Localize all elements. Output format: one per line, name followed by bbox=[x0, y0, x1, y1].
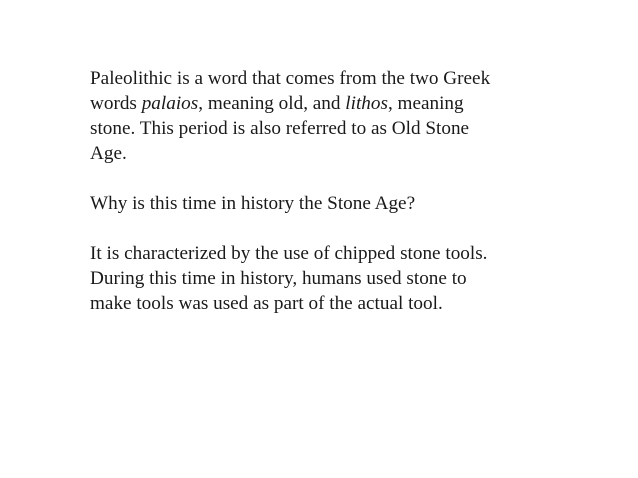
paragraph-question bbox=[90, 191, 560, 216]
definition-line-2-post: , meaning bbox=[387, 93, 464, 114]
slide-body bbox=[90, 66, 560, 316]
definition-line-2 bbox=[90, 91, 560, 116]
term-lithos: lithos bbox=[345, 93, 388, 114]
definition-line-3: stone. This period is also referred to as Old Stone bbox=[90, 118, 470, 139]
term-palaios: palaios bbox=[141, 93, 199, 114]
paragraph-spacer bbox=[90, 216, 560, 241]
paragraph-definition bbox=[90, 66, 560, 166]
definition-line-2-mid: , meaning old, and bbox=[198, 93, 346, 114]
answer-line-1: It is characterized by the use of chipped stone tools. bbox=[90, 243, 488, 264]
question-line: Why is this time in history the Stone Age? bbox=[90, 193, 416, 214]
answer-line-2: During this time in history, humans used stone to bbox=[90, 268, 467, 289]
paragraph-spacer bbox=[90, 166, 560, 191]
definition-line-4: Age. bbox=[90, 143, 127, 164]
paragraph-answer bbox=[90, 241, 560, 316]
answer-line-3: make tools was used as part of the actual tool. bbox=[90, 293, 443, 314]
definition-line-2-pre: words bbox=[90, 93, 142, 114]
definition-line-1: Paleolithic is a word that comes from the two Greek bbox=[90, 68, 491, 89]
